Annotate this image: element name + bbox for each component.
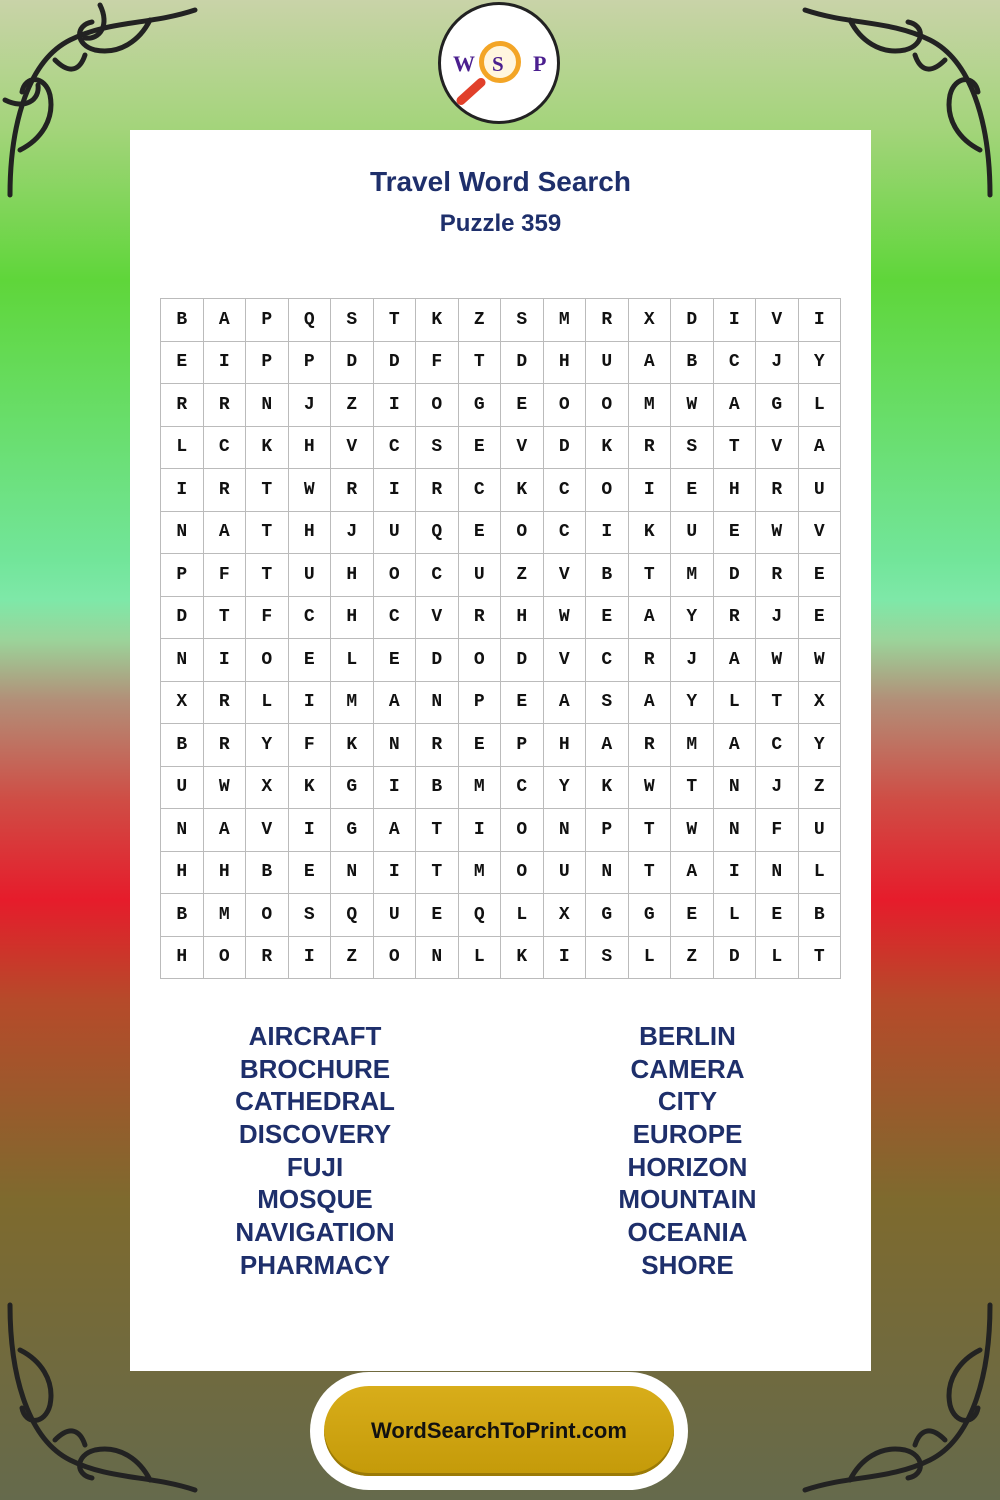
grid-cell[interactable]: K: [501, 469, 544, 512]
letter-grid: [160, 298, 841, 979]
grid-cell[interactable]: E: [374, 639, 417, 682]
grid-cell[interactable]: W: [671, 809, 714, 852]
grid-cell[interactable]: O: [246, 639, 289, 682]
grid-cell[interactable]: Z: [331, 937, 374, 980]
grid-cell[interactable]: I: [374, 767, 417, 810]
grid-cell[interactable]: S: [586, 682, 629, 725]
grid-cell[interactable]: J: [331, 512, 374, 555]
word-item: DISCOVERY: [238, 1119, 392, 1150]
grid-cell[interactable]: O: [374, 937, 417, 980]
word-item: AIRCRAFT: [248, 1021, 382, 1051]
word-list-left: [130, 1020, 500, 1282]
grid-cell[interactable]: C: [289, 597, 332, 640]
grid-cell[interactable]: N: [756, 852, 799, 895]
grid-cell[interactable]: U: [459, 554, 502, 597]
grid-cell[interactable]: Y: [799, 342, 842, 385]
grid-cell[interactable]: E: [756, 894, 799, 937]
grid-cell[interactable]: A: [544, 682, 587, 725]
grid-cell[interactable]: T: [416, 852, 459, 895]
grid-cell[interactable]: D: [501, 342, 544, 385]
grid-cell[interactable]: F: [204, 554, 247, 597]
grid-cell[interactable]: O: [459, 639, 502, 682]
grid-cell[interactable]: I: [289, 937, 332, 980]
grid-cell[interactable]: Y: [671, 682, 714, 725]
grid-cell[interactable]: A: [629, 682, 672, 725]
grid-cell[interactable]: Y: [544, 767, 587, 810]
grid-cell[interactable]: C: [459, 469, 502, 512]
logo-letter-p: P: [533, 51, 547, 76]
grid-cell[interactable]: R: [629, 427, 672, 470]
word-item: CATHEDRAL: [235, 1086, 395, 1117]
grid-cell[interactable]: A: [714, 724, 757, 767]
grid-cell[interactable]: I: [374, 469, 417, 512]
grid-cell[interactable]: D: [161, 597, 204, 640]
grid-cell[interactable]: D: [714, 554, 757, 597]
grid-cell[interactable]: I: [289, 682, 332, 725]
grid-cell[interactable]: C: [544, 512, 587, 555]
grid-cell[interactable]: O: [501, 809, 544, 852]
grid-cell[interactable]: P: [289, 342, 332, 385]
grid-cell[interactable]: C: [374, 597, 417, 640]
grid-cell[interactable]: U: [671, 512, 714, 555]
word-item: HORIZON: [627, 1151, 748, 1182]
puzzle-sheet: [130, 130, 871, 1371]
grid-cell[interactable]: P: [246, 342, 289, 385]
logo-letter-w: W: [453, 51, 475, 76]
grid-cell[interactable]: T: [629, 852, 672, 895]
grid-cell[interactable]: E: [459, 427, 502, 470]
grid-cell[interactable]: J: [756, 342, 799, 385]
word-item: PHARMACY: [239, 1249, 391, 1280]
grid-cell[interactable]: T: [799, 937, 842, 980]
grid-cell[interactable]: E: [501, 682, 544, 725]
grid-cell[interactable]: U: [374, 512, 417, 555]
grid-cell[interactable]: T: [629, 554, 672, 597]
word-item: FUJI: [286, 1151, 344, 1182]
grid-cell[interactable]: L: [246, 682, 289, 725]
grid-cell[interactable]: E: [161, 342, 204, 385]
grid-cell[interactable]: T: [416, 809, 459, 852]
grid-cell[interactable]: T: [459, 342, 502, 385]
grid-cell[interactable]: L: [714, 894, 757, 937]
grid-cell[interactable]: B: [161, 299, 204, 342]
grid-cell[interactable]: R: [459, 597, 502, 640]
grid-cell[interactable]: R: [204, 384, 247, 427]
grid-cell[interactable]: L: [714, 682, 757, 725]
grid-cell[interactable]: B: [246, 852, 289, 895]
grid-cell[interactable]: M: [459, 767, 502, 810]
grid-cell[interactable]: C: [416, 554, 459, 597]
grid-cell[interactable]: C: [204, 427, 247, 470]
grid-cell[interactable]: H: [331, 597, 374, 640]
grid-cell[interactable]: U: [289, 554, 332, 597]
grid-cell[interactable]: C: [756, 724, 799, 767]
grid-cell[interactable]: A: [374, 682, 417, 725]
grid-cell[interactable]: K: [331, 724, 374, 767]
grid-cell[interactable]: P: [459, 682, 502, 725]
puzzle-number: Puzzle 359: [439, 210, 562, 237]
grid-cell[interactable]: F: [289, 724, 332, 767]
word-item: MOSQUE: [257, 1184, 373, 1215]
grid-cell[interactable]: H: [544, 724, 587, 767]
grid-cell[interactable]: J: [756, 597, 799, 640]
grid-cell[interactable]: T: [629, 809, 672, 852]
grid-cell[interactable]: N: [714, 767, 757, 810]
grid-cell[interactable]: F: [756, 809, 799, 852]
grid-cell[interactable]: W: [204, 767, 247, 810]
grid-cell[interactable]: L: [501, 894, 544, 937]
grid-cell[interactable]: T: [671, 767, 714, 810]
grid-cell[interactable]: A: [204, 299, 247, 342]
grid-cell[interactable]: L: [161, 427, 204, 470]
grid-cell[interactable]: W: [756, 639, 799, 682]
grid-cell[interactable]: I: [374, 852, 417, 895]
grid-cell[interactable]: R: [586, 299, 629, 342]
grid-cell[interactable]: A: [629, 342, 672, 385]
grid-cell[interactable]: A: [204, 809, 247, 852]
grid-cell[interactable]: P: [246, 299, 289, 342]
grid-cell[interactable]: A: [799, 427, 842, 470]
grid-cell[interactable]: D: [544, 427, 587, 470]
site-link-text: WordSearchToPrint.com: [371, 1418, 627, 1443]
grid-cell[interactable]: A: [374, 809, 417, 852]
grid-cell[interactable]: O: [501, 852, 544, 895]
grid-cell[interactable]: T: [756, 682, 799, 725]
grid-cell[interactable]: R: [246, 937, 289, 980]
grid-cell[interactable]: K: [501, 937, 544, 980]
word-item: NAVIGATION: [235, 1217, 395, 1248]
grid-cell[interactable]: Q: [289, 299, 332, 342]
grid-cell[interactable]: G: [586, 894, 629, 937]
site-logo[interactable]: [438, 2, 560, 124]
word-item: EUROPE: [632, 1119, 743, 1150]
grid-cell[interactable]: L: [331, 639, 374, 682]
grid-cell[interactable]: C: [374, 427, 417, 470]
grid-cell[interactable]: E: [714, 512, 757, 555]
grid-cell[interactable]: K: [416, 299, 459, 342]
grid-cell[interactable]: N: [161, 512, 204, 555]
grid-cell[interactable]: N: [374, 724, 417, 767]
grid-cell[interactable]: A: [586, 724, 629, 767]
grid-cell[interactable]: U: [586, 342, 629, 385]
grid-cell[interactable]: N: [416, 937, 459, 980]
grid-cell[interactable]: D: [374, 342, 417, 385]
footer-badge: [310, 1372, 688, 1490]
grid-cell[interactable]: L: [756, 937, 799, 980]
grid-cell[interactable]: R: [204, 724, 247, 767]
grid-cell[interactable]: S: [501, 299, 544, 342]
grid-cell[interactable]: Z: [799, 767, 842, 810]
grid-cell[interactable]: E: [416, 894, 459, 937]
grid-cell[interactable]: V: [246, 809, 289, 852]
grid-cell[interactable]: A: [714, 384, 757, 427]
grid-cell[interactable]: E: [459, 512, 502, 555]
grid-cell[interactable]: V: [416, 597, 459, 640]
grid-cell[interactable]: H: [544, 342, 587, 385]
grid-cell[interactable]: R: [416, 469, 459, 512]
grid-cell[interactable]: A: [671, 852, 714, 895]
grid-cell[interactable]: V: [501, 427, 544, 470]
grid-cell[interactable]: N: [246, 384, 289, 427]
magnifier-handle: [455, 76, 488, 107]
grid-cell[interactable]: K: [629, 512, 672, 555]
grid-cell[interactable]: T: [246, 554, 289, 597]
grid-cell[interactable]: D: [416, 639, 459, 682]
grid-cell[interactable]: C: [501, 767, 544, 810]
grid-cell[interactable]: V: [544, 554, 587, 597]
grid-cell[interactable]: F: [416, 342, 459, 385]
grid-cell[interactable]: V: [331, 427, 374, 470]
grid-cell[interactable]: G: [629, 894, 672, 937]
grid-cell[interactable]: Z: [501, 554, 544, 597]
grid-cell[interactable]: N: [544, 809, 587, 852]
grid-cell[interactable]: J: [756, 767, 799, 810]
grid-cell[interactable]: S: [289, 894, 332, 937]
grid-cell[interactable]: H: [289, 512, 332, 555]
grid-cell[interactable]: S: [586, 937, 629, 980]
grid-cell[interactable]: Z: [331, 384, 374, 427]
grid-cell[interactable]: R: [756, 469, 799, 512]
grid-cell[interactable]: N: [416, 682, 459, 725]
grid-cell[interactable]: H: [204, 852, 247, 895]
grid-cell[interactable]: B: [161, 894, 204, 937]
grid-cell[interactable]: X: [799, 682, 842, 725]
word-list-right: [500, 1020, 875, 1282]
grid-cell[interactable]: G: [756, 384, 799, 427]
grid-cell[interactable]: V: [799, 512, 842, 555]
grid-cell[interactable]: E: [586, 597, 629, 640]
word-item: CAMERA: [630, 1053, 745, 1084]
grid-cell[interactable]: V: [544, 639, 587, 682]
grid-cell[interactable]: T: [374, 299, 417, 342]
grid-cell[interactable]: Q: [331, 894, 374, 937]
grid-cell[interactable]: P: [586, 809, 629, 852]
grid-cell[interactable]: E: [501, 384, 544, 427]
grid-cell[interactable]: I: [714, 299, 757, 342]
grid-cell[interactable]: I: [289, 809, 332, 852]
grid-cell[interactable]: L: [799, 852, 842, 895]
grid-cell[interactable]: V: [756, 299, 799, 342]
grid-cell[interactable]: N: [161, 639, 204, 682]
grid-cell[interactable]: I: [799, 299, 842, 342]
grid-cell[interactable]: G: [331, 809, 374, 852]
grid-cell[interactable]: I: [161, 469, 204, 512]
grid-cell[interactable]: K: [586, 767, 629, 810]
grid-cell[interactable]: I: [544, 937, 587, 980]
grid-cell[interactable]: B: [671, 342, 714, 385]
grid-cell[interactable]: I: [374, 384, 417, 427]
grid-cell[interactable]: E: [671, 894, 714, 937]
grid-cell[interactable]: O: [544, 384, 587, 427]
grid-cell[interactable]: S: [671, 427, 714, 470]
grid-cell[interactable]: P: [501, 724, 544, 767]
grid-cell[interactable]: Z: [671, 937, 714, 980]
grid-cell[interactable]: T: [714, 427, 757, 470]
grid-cell[interactable]: O: [586, 384, 629, 427]
grid-cell[interactable]: M: [671, 724, 714, 767]
grid-cell[interactable]: R: [416, 724, 459, 767]
grid-cell[interactable]: K: [586, 427, 629, 470]
grid-cell[interactable]: S: [416, 427, 459, 470]
grid-cell[interactable]: N: [161, 809, 204, 852]
grid-cell[interactable]: H: [714, 469, 757, 512]
grid-cell[interactable]: H: [501, 597, 544, 640]
grid-cell[interactable]: K: [246, 427, 289, 470]
grid-cell[interactable]: N: [331, 852, 374, 895]
grid-cell[interactable]: N: [586, 852, 629, 895]
grid-cell[interactable]: R: [629, 639, 672, 682]
grid-cell[interactable]: N: [714, 809, 757, 852]
grid-cell[interactable]: X: [161, 682, 204, 725]
grid-cell[interactable]: I: [629, 469, 672, 512]
grid-cell[interactable]: J: [671, 639, 714, 682]
grid-cell[interactable]: M: [331, 682, 374, 725]
grid-cell[interactable]: P: [161, 554, 204, 597]
grid-cell[interactable]: W: [544, 597, 587, 640]
grid-cell[interactable]: G: [459, 384, 502, 427]
grid-cell[interactable]: E: [799, 597, 842, 640]
grid-cell[interactable]: L: [629, 937, 672, 980]
grid-cell[interactable]: T: [246, 469, 289, 512]
grid-cell[interactable]: Y: [799, 724, 842, 767]
grid-cell[interactable]: M: [544, 299, 587, 342]
grid-cell[interactable]: D: [671, 299, 714, 342]
grid-cell[interactable]: D: [501, 639, 544, 682]
grid-cell[interactable]: X: [544, 894, 587, 937]
grid-cell[interactable]: Y: [671, 597, 714, 640]
grid-cell[interactable]: I: [714, 852, 757, 895]
grid-cell[interactable]: H: [289, 427, 332, 470]
page-title: Travel Word Search: [370, 166, 631, 197]
grid-cell[interactable]: G: [331, 767, 374, 810]
grid-cell[interactable]: E: [459, 724, 502, 767]
grid-cell[interactable]: X: [629, 299, 672, 342]
grid-cell[interactable]: W: [799, 639, 842, 682]
grid-cell[interactable]: A: [629, 597, 672, 640]
grid-cell[interactable]: B: [161, 724, 204, 767]
grid-cell[interactable]: R: [629, 724, 672, 767]
grid-cell[interactable]: E: [799, 554, 842, 597]
grid-cell[interactable]: E: [289, 852, 332, 895]
grid-cell[interactable]: R: [204, 682, 247, 725]
grid-cell[interactable]: O: [374, 554, 417, 597]
grid-cell[interactable]: W: [289, 469, 332, 512]
grid-cell[interactable]: A: [714, 639, 757, 682]
grid-cell[interactable]: U: [544, 852, 587, 895]
grid-cell[interactable]: S: [331, 299, 374, 342]
grid-cell[interactable]: W: [671, 384, 714, 427]
grid-cell[interactable]: H: [161, 937, 204, 980]
grid-cell[interactable]: U: [799, 809, 842, 852]
grid-cell[interactable]: A: [204, 512, 247, 555]
grid-cell[interactable]: Z: [459, 299, 502, 342]
grid-cell[interactable]: Q: [416, 512, 459, 555]
grid-cell[interactable]: J: [289, 384, 332, 427]
grid-cell[interactable]: E: [289, 639, 332, 682]
logo-letter-s: S: [492, 52, 504, 76]
grid-cell[interactable]: B: [416, 767, 459, 810]
grid-cell[interactable]: L: [459, 937, 502, 980]
grid-cell[interactable]: R: [714, 597, 757, 640]
grid-cell[interactable]: B: [586, 554, 629, 597]
word-item: BERLIN: [639, 1021, 736, 1051]
grid-cell[interactable]: I: [204, 342, 247, 385]
grid-cell[interactable]: O: [246, 894, 289, 937]
grid-cell[interactable]: R: [161, 384, 204, 427]
grid-cell[interactable]: O: [586, 469, 629, 512]
grid-cell[interactable]: C: [714, 342, 757, 385]
grid-cell[interactable]: E: [671, 469, 714, 512]
grid-cell[interactable]: R: [331, 469, 374, 512]
grid-cell[interactable]: V: [756, 427, 799, 470]
grid-cell[interactable]: C: [586, 639, 629, 682]
grid-cell[interactable]: D: [714, 937, 757, 980]
word-item: BROCHURE: [239, 1053, 391, 1084]
grid-cell[interactable]: D: [331, 342, 374, 385]
grid-cell[interactable]: I: [459, 809, 502, 852]
grid-cell[interactable]: O: [501, 512, 544, 555]
grid-cell[interactable]: U: [374, 894, 417, 937]
grid-cell[interactable]: R: [204, 469, 247, 512]
grid-cell[interactable]: M: [459, 852, 502, 895]
grid-cell[interactable]: K: [289, 767, 332, 810]
grid-cell[interactable]: M: [629, 384, 672, 427]
grid-cell[interactable]: O: [416, 384, 459, 427]
grid-cell[interactable]: C: [544, 469, 587, 512]
grid-cell[interactable]: X: [246, 767, 289, 810]
grid-cell[interactable]: T: [246, 512, 289, 555]
word-item: OCEANIA: [627, 1217, 748, 1248]
grid-cell[interactable]: F: [246, 597, 289, 640]
grid-cell[interactable]: W: [629, 767, 672, 810]
grid-cell[interactable]: M: [204, 894, 247, 937]
grid-cell[interactable]: Y: [246, 724, 289, 767]
word-item: CITY: [657, 1086, 718, 1117]
grid-cell[interactable]: I: [204, 639, 247, 682]
grid-cell[interactable]: T: [204, 597, 247, 640]
grid-cell[interactable]: L: [799, 384, 842, 427]
grid-cell[interactable]: W: [756, 512, 799, 555]
grid-cell[interactable]: M: [671, 554, 714, 597]
site-link-button[interactable]: [324, 1386, 674, 1476]
grid-cell[interactable]: I: [586, 512, 629, 555]
grid-cell[interactable]: U: [161, 767, 204, 810]
word-item: SHORE: [641, 1249, 734, 1280]
grid-cell[interactable]: H: [331, 554, 374, 597]
grid-cell[interactable]: H: [161, 852, 204, 895]
grid-cell[interactable]: B: [799, 894, 842, 937]
grid-cell[interactable]: Q: [459, 894, 502, 937]
grid-cell[interactable]: O: [204, 937, 247, 980]
grid-cell[interactable]: U: [799, 469, 842, 512]
grid-cell[interactable]: R: [756, 554, 799, 597]
word-item: MOUNTAIN: [618, 1184, 757, 1215]
